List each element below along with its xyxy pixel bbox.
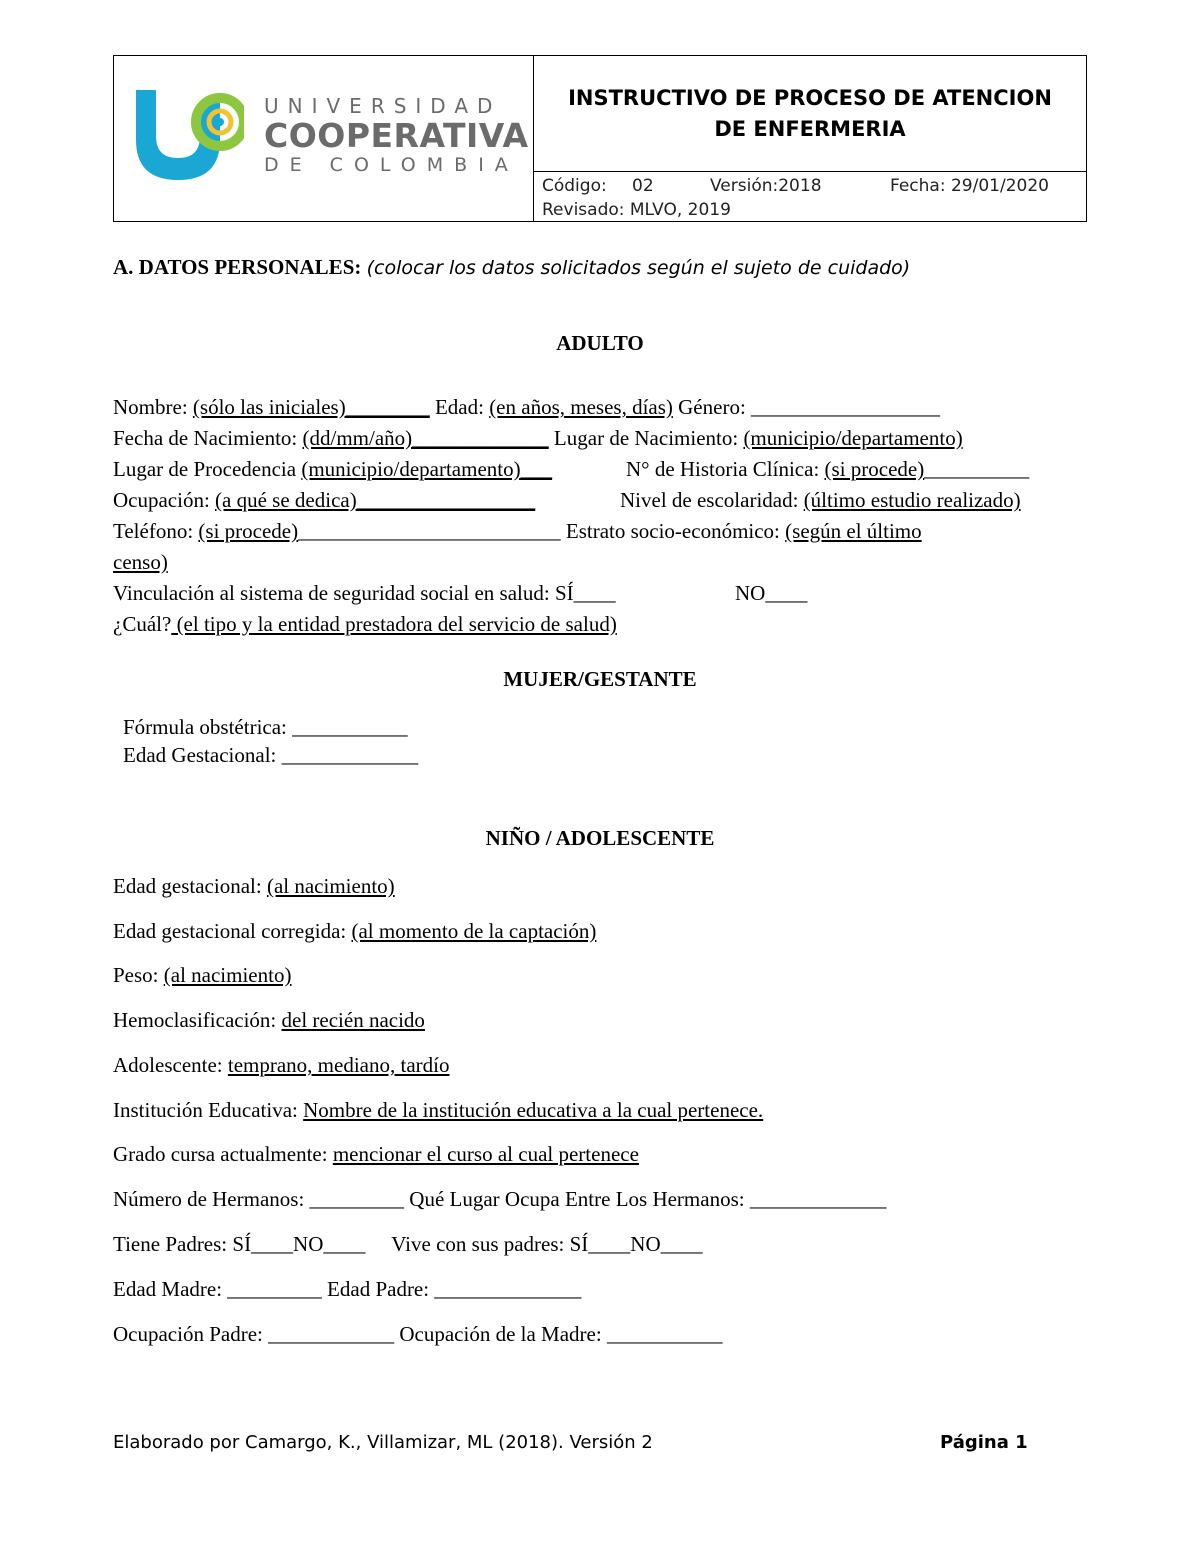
historia-hint: (si procede) [824, 457, 925, 481]
vinculacion-row [113, 580, 616, 606]
nino-row-label: Edad gestacional: [113, 874, 267, 898]
university-logo-icon [134, 84, 244, 184]
edad-gestacional-field: Edad Gestacional: _____________ [123, 743, 419, 767]
document-meta [534, 172, 1086, 221]
edad-label: Edad: [429, 395, 490, 419]
nino-row-label: Edad gestacional corregida: [113, 919, 352, 943]
historia-field [626, 456, 1029, 482]
escolaridad-hint: (último estudio realizado) [803, 488, 1021, 512]
edad-hint: (en años, meses, días) [489, 395, 673, 419]
logo-line-3: DE COLOMBIA [264, 154, 519, 176]
logo-cell [114, 56, 534, 221]
historia-blank: __________ [924, 457, 1030, 481]
nino-row-hint: (al nacimiento) [266, 874, 395, 898]
cual-row [113, 611, 617, 637]
nino-row-label: Hemoclasificación: [113, 1008, 282, 1032]
nino-row-label: Grado cursa actualmente: [113, 1142, 333, 1166]
adulto-row-4 [113, 487, 535, 513]
nino-row-label: Adolescente: [113, 1053, 228, 1077]
mujer-heading: MUJER/GESTANTE [503, 667, 697, 691]
document-header [113, 55, 1087, 222]
nombre-label: Nombre: [113, 395, 193, 419]
footer-page-number: Página 1 [940, 1432, 1028, 1453]
cual-hint: (el tipo y la entidad prestadora del servicio de salud) [171, 612, 617, 636]
fecha-text: Fecha: 29/01/2020 [890, 176, 1049, 196]
section-a-label: A. DATOS PERSONALES: [113, 255, 362, 279]
nino-heading: NIÑO / ADOLESCENTE [485, 826, 715, 850]
nino-row-label: Institución Educativa: [113, 1098, 304, 1122]
document-title [534, 56, 1086, 172]
adulto-row-2 [113, 425, 963, 451]
section-a-instruction: (colocar los datos solicitados según el sujeto de cuidado) [366, 257, 911, 279]
nino-row-label: Peso: [113, 963, 164, 987]
escolaridad-label: Nivel de escolaridad: [620, 488, 804, 512]
adulto-row-1 [113, 394, 940, 420]
revisado-text: Revisado: MLVO, 2019 [542, 200, 731, 220]
nino-row [113, 918, 596, 944]
fecha-nac-hint: (dd/mm/año)_____________ [302, 426, 549, 450]
historia-label: N° de Historia Clínica: [626, 457, 825, 481]
lugar-nac-label: Lugar de Nacimiento: [548, 426, 744, 450]
nombre-hint: (sólo las iniciales)________ [192, 395, 430, 419]
estrato-hint: (según el último [785, 519, 922, 543]
lugar-nac-hint: (municipio/departamento) [743, 426, 963, 450]
adulto-row-6 [113, 549, 168, 575]
nino-row-hint: Nombre de la institución educativa a la cual pertenece. [303, 1098, 764, 1122]
ocupacion-padres-row: Ocupación Padre: ____________ Ocupación de la Madre: ___________ [113, 1322, 723, 1346]
formula-obstetrica-field: Fórmula obstétrica: ___________ [123, 715, 408, 739]
logo-line-1: UNIVERSIDAD [264, 94, 502, 118]
estrato-label: Estrato socio-económico: [560, 519, 786, 543]
footer-elaborado: Elaborado por Camargo, K., Villamizar, ML (2018). Versión 2 [113, 1432, 653, 1453]
title-line-1: INSTRUCTIVO DE PROCESO DE ATENCION [568, 85, 1052, 110]
codigo-label: Código: [542, 176, 607, 196]
procedencia-hint: (municipio/departamento)___ [301, 457, 553, 481]
cual-label: ¿Cuál? [113, 612, 172, 636]
nino-row-hint: temprano, mediano, tardío [227, 1053, 450, 1077]
adulto-row-5 [113, 518, 922, 544]
telefono-blank: _________________________ [298, 519, 561, 543]
codigo-value: 02 [632, 176, 654, 196]
ocupacion-label: Ocupación: [113, 488, 216, 512]
padres-row: Tiene Padres: SÍ____NO____ Vive con sus padres: SÍ____NO____ [113, 1232, 703, 1256]
nino-row [113, 873, 395, 899]
title-line-2: DE ENFERMERIA [714, 116, 906, 141]
nino-row-hint: del recién nacido [281, 1008, 425, 1032]
fecha-nac-label: Fecha de Nacimiento: [113, 426, 303, 450]
procedencia-label: Lugar de Procedencia [113, 457, 302, 481]
nino-row [113, 1141, 639, 1167]
nino-row-hint: (al nacimiento) [163, 963, 292, 987]
nino-row [113, 1097, 763, 1123]
logo-wordmark [264, 94, 529, 176]
version-text: Versión:2018 [710, 176, 822, 196]
section-a-heading [113, 254, 910, 281]
nino-row [113, 962, 291, 988]
estrato-hint-continued: censo) [113, 550, 168, 574]
nino-row [113, 1052, 449, 1078]
telefono-label: Teléfono: [113, 519, 199, 543]
vinculacion-si: Vinculación al sistema de seguridad social en salud: SÍ____ [113, 581, 616, 605]
hermanos-row: Número de Hermanos: _________ Qué Lugar Ocupa Entre Los Hermanos: _____________ [113, 1187, 887, 1211]
escolaridad-field [620, 487, 1021, 513]
ocupacion-hint: (a qué se dedica)_________________ [215, 488, 536, 512]
logo-line-2: COOPERATIVA [264, 116, 529, 155]
edades-padres-row: Edad Madre: _________ Edad Padre: ______________ [113, 1277, 582, 1301]
genero-field: Género: __________________ [672, 395, 941, 419]
nino-row [113, 1007, 425, 1033]
vinculacion-no: NO____ [735, 581, 808, 605]
adulto-row-3 [113, 456, 552, 482]
nino-row-hint: (al momento de la captación) [351, 919, 597, 943]
nino-row-hint: mencionar el curso al cual pertenece [332, 1142, 639, 1166]
adulto-heading: ADULTO [556, 331, 644, 355]
telefono-hint: (si procede) [198, 519, 299, 543]
